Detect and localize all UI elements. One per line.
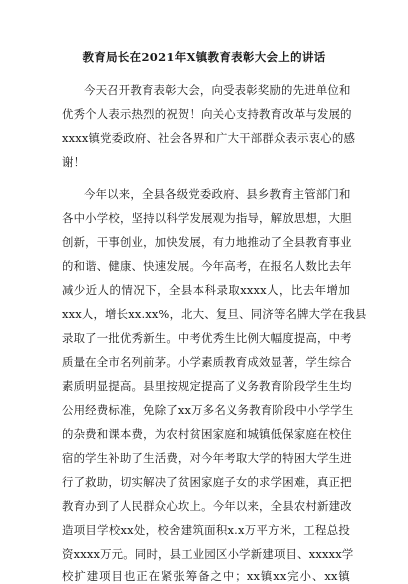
- paragraph-line: 的杂费和课本费，为农村贫困家庭和城镇低保家庭在校住: [62, 427, 352, 441]
- paragraph-line: 谢！: [62, 155, 86, 169]
- paragraph-line: 素质明显提高。县里按规定提高了义务教育阶段学生生均: [62, 379, 352, 393]
- paragraph-line: xxx人，增长xx.xx%，北大、复旦、同济等名牌大学在我县: [62, 307, 367, 321]
- paragraph-line: 今天召开教育表彰大会，向受表彰奖励的先进单位和: [84, 83, 351, 97]
- paragraph-line: 公用经费标准，免除了xx万多名义务教育阶段中小学学生: [62, 403, 354, 417]
- paragraph-line: 优秀个人表示热烈的祝贺！向关心支持教育改革与发展的: [62, 107, 352, 121]
- paragraph-line: 各中小学校，坚持以科学发展观为指导，解放思想，大胆: [62, 211, 352, 225]
- paragraph-line: 校扩建项目也正在紧张筹备之中；xx镇xx完小、xx镇: [62, 569, 350, 583]
- paragraph-line: xxxx镇党委政府、社会各界和广大干部群众表示衷心的感: [62, 131, 356, 145]
- paragraph-line: 资xxxx万元。同时，县工业园区小学新建项目、xxxxx学: [62, 547, 354, 561]
- paragraph-line: 宿的学生补助了生活费，对今年考取大学的特困大学生进: [62, 451, 352, 465]
- paragraph-line: 的和谐、健康、快速发展。今年高考，在报名人数比去年: [62, 259, 352, 273]
- paragraph-line: 创新，干事创业，加快发展，有力地推动了全县教育事业: [62, 235, 352, 249]
- document-title: 教育局长在2021年X镇教育表彰大会上的讲话: [82, 50, 326, 64]
- paragraph-line: 录取了一批优秀新生。中考优秀生比例大幅度提高，中考: [62, 331, 352, 345]
- paragraph-line: 教育办到了人民群众心坎上。今年以来，全县农村新建改: [62, 499, 352, 513]
- paragraph-line: 质量在全市名列前茅。小学素质教育成效显著，学生综合: [62, 355, 352, 369]
- paragraph-line: 造项目学校xx处，校舍建筑面积x.x万平方米，工程总投: [62, 523, 350, 537]
- paragraph-line: 行了救助，切实解决了贫困家庭子女的求学困难，真正把: [62, 475, 352, 489]
- paragraph-line: 今年以来，全县各级党委政府、县乡教育主管部门和: [84, 187, 351, 201]
- paragraph-line: 减少近人的情况下，全县本科录取xxxx人，比去年增加: [62, 283, 350, 297]
